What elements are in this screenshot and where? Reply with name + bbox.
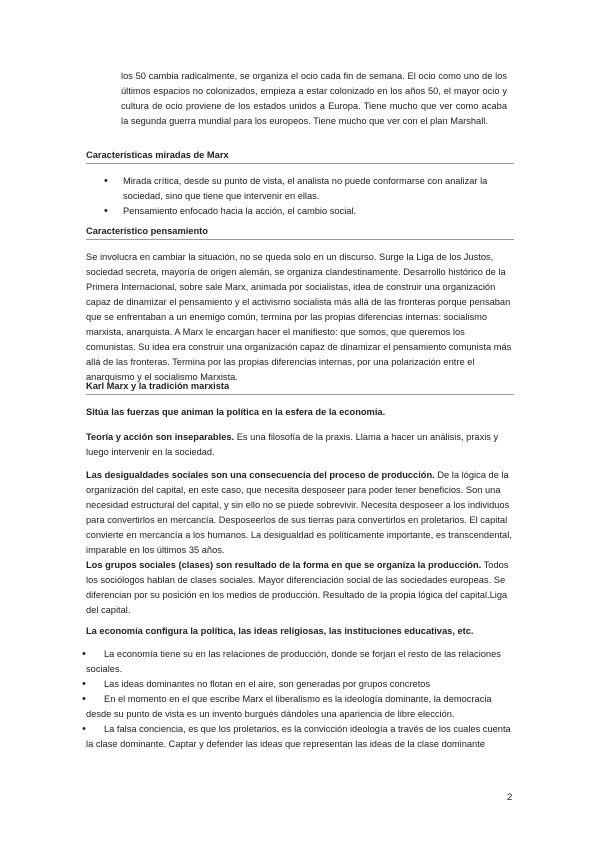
list-item: • Mirada crítica, desde su punto de vista, el analista no puede conformarse con analizar la sociedad, sino que tiene que intervenir en ellas. <box>86 174 514 204</box>
teoria-accion-paragraph <box>86 430 514 460</box>
section-heading-marx-tradicion: Karl Marx y la tradición marxista <box>86 381 514 395</box>
section-heading-pensamiento: Característico pensamiento <box>86 226 514 240</box>
economia-list-block <box>86 647 514 752</box>
economia-configura-paragraph: La economía configura la política, las ideas religiosas, las instituciones educativas, etc. <box>86 626 474 636</box>
economia-bullet-list <box>86 647 514 752</box>
list-item: • En el momento en el que escribe Marx el liberalismo es la ideología dominante, la democracia desde su punto de vista es un invento burgués dándoles una apariencia de libre elección. <box>86 692 514 722</box>
bold-lead: Las desigualdades sociales son una consecuencia del proceso de producción. <box>86 470 435 480</box>
miradas-bullet-list <box>86 174 514 219</box>
paragraph-text: De la lógica de la organización del capital, en este caso, que necesita desposeer para poder tener beneficios. Son una necesidad estructural del capital, y sin ello no se puede sobrevivir. Necesita desposeer a los individuos para convertirlos en mercancía. Desposeerlos de sus tierras para convertirlos en proletarios. El capital convierte en mercancía a los humanos. La desigualdad es políticamente importante, es transcendental, imparable en los últimos 35 años. <box>86 470 512 555</box>
fuerzas-paragraph: Sitúa las fuerzas que animan la política en la esfera de la economía. <box>86 407 386 417</box>
paragraph-text: Todos los sociólogos hablan de clases sociales. Mayor diferenciación social de las sociedades europeas. Se diferencian por su posición en los medios de producción. Resultado de la propia lógica del capital.Liga del capital. <box>86 560 509 615</box>
list-item: • Pensamiento enfocado hacia la acción, el cambio social. <box>86 204 514 219</box>
grupos-sociales-paragraph <box>86 558 514 618</box>
desigualdades-paragraph <box>86 468 514 558</box>
miradas-list-block <box>86 174 514 219</box>
pensamiento-paragraph: Se involucra en cambiar la situación, no se queda solo en un discurso. Surge la Liga de los Justos, sociedad secreta, mayoría de origen alemán, se organiza clandestinamente. Desarrollo histórico de la Primera Internacional, sobre sale Marx, animada por socialistas, idea de construir una organización capaz de dinamizar el pensamiento y el activismo socialista más allá de las fronteras porque pensaban que se enfrentaban a un enemigo común, termina por las propias diferencias internas: socialismo marxista, anarquista. A Marx le encargan hacer el manifiesto: que somos, que queremos los comunistas. Su idea era construir una organización capaz de dinamizar el pensamiento comunista más allá de las fronteras. Termina por las propias diferencias internas, por una polarización entre el anarquismo y el socialismo Marxista. <box>86 252 512 382</box>
paragraph-text: Es una filosofía de la praxis. Llama a hacer un análisis, praxis y luego intervenir en la sociedad. <box>86 432 499 457</box>
page-number: 2 <box>507 792 513 803</box>
bold-lead: Teoría y acción son inseparables. <box>86 432 235 442</box>
list-item: • La economía tiene su en las relaciones de producción, donde se forjan el resto de las relaciones sociales. <box>86 647 514 677</box>
bold-lead: Los grupos sociales (clases) son resultado de la forma en que se organiza la producción. <box>86 560 482 570</box>
list-item: • Las ideas dominantes no flotan en el aire, son generadas por grupos concretos <box>86 677 514 692</box>
list-item: • La falsa conciencia, es que los proletarios, es la convicción ideología a través de los cuales cuenta la clase dominante. Captar y defender las ideas que representan las ideas de la clase dominante <box>86 722 514 752</box>
intro-paragraph: los 50 cambia radicalmente, se organiza el ocio cada fin de semana. El ocio como uno de los últimos espacios no colonizados, empieza a estar colonizado en los años 50, el mayor ocio y cultura de ocio proviene de los estados unidos a Europa. Tiene mucho que ver como acaba la segunda guerra mundial para los europeos. Tiene mucho que ver con el plan Marshall. <box>121 71 507 126</box>
section-heading-miradas: Características miradas de Marx <box>86 150 514 164</box>
